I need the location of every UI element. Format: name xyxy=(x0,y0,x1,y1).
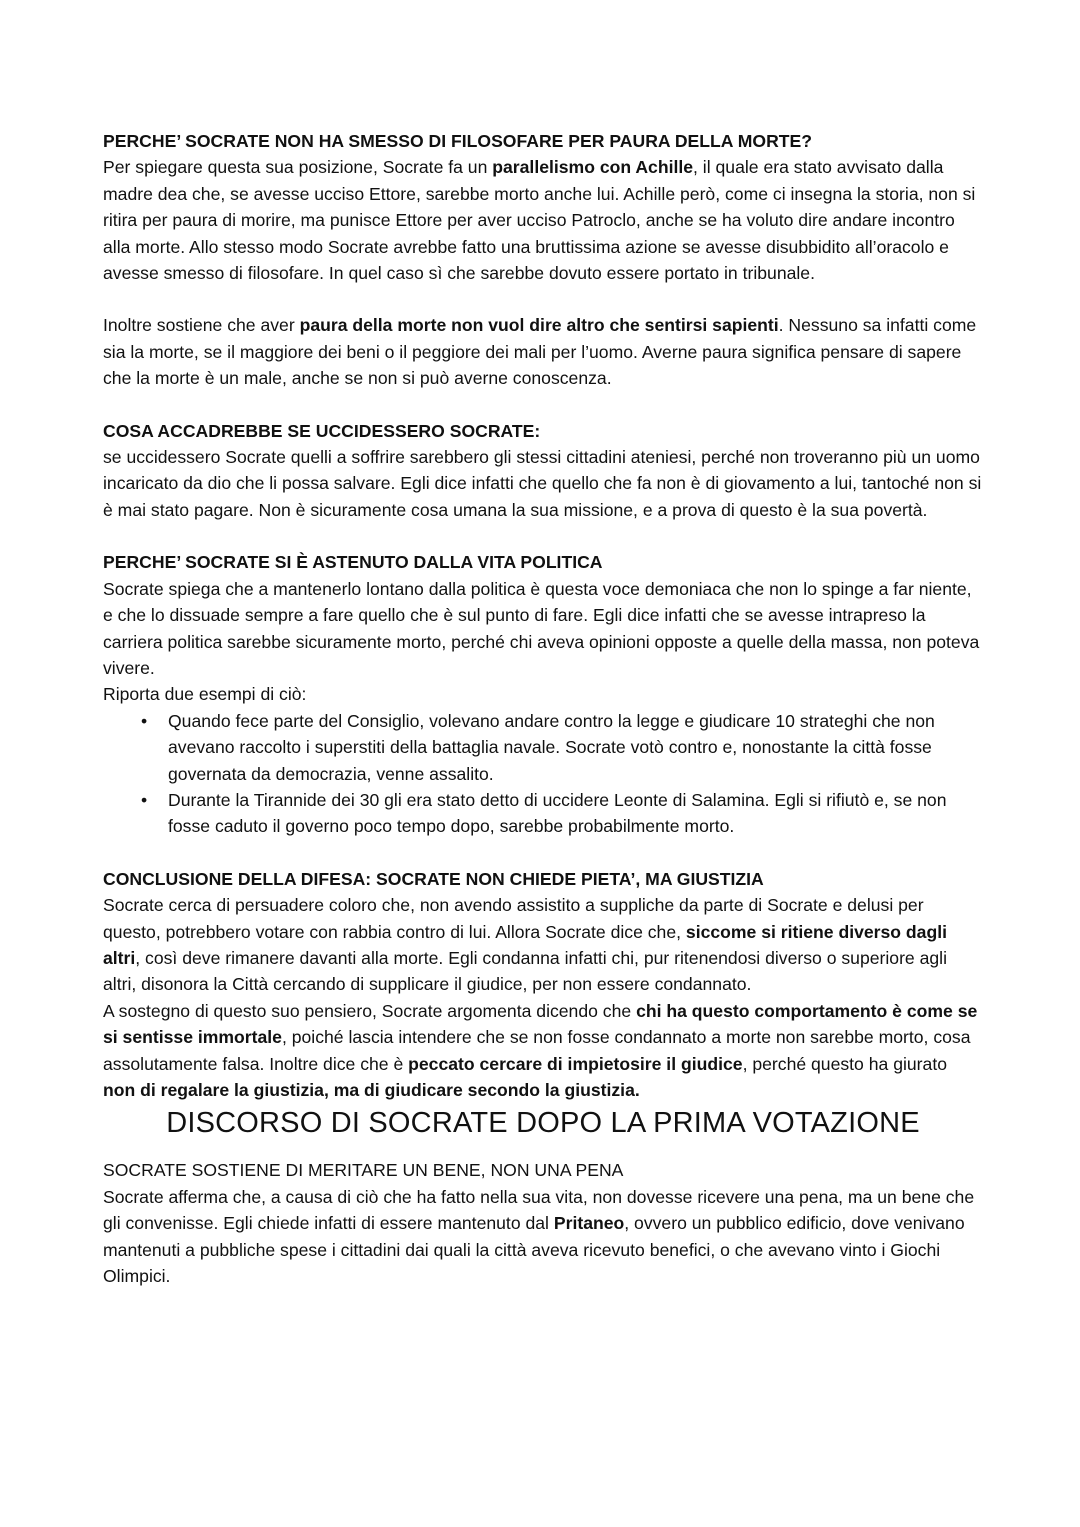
paragraph-conclusione-1: Socrate cerca di persuadere coloro che, non avendo assistito a suppliche da parte di Socrate e delusi per questo, potrebbero votare con rabbia contro di lui. Allora Socrate dice che, siccome si ritiene diverso dagli altri, così deve rimanere davanti alla morte. Egli condanna infatti chi, pur ritenendosi diverso o superiore agli altri, disonora la Città cercando di supplicare il giudice, per non essere condannato. xyxy=(103,895,947,995)
paragraph-uccidessero: se uccidessero Socrate quelli a soffrire sarebbero gli stessi cittadini ateniesi, perché non troveranno più un uomo incaricato da dio che li possa salvare. Egli dice infatti che quello che fa non è di giovamento a lui, tantoché non si è mai stato pagare. Non è sicuramente cosa umana la sua missione, e a prova di questo è la sua povertà. xyxy=(103,447,982,520)
list-item: • Quando fece parte del Consiglio, volevano andare contro la legge e giudicare 10 strateghi che non avevano raccolto i superstiti della battaglia navale. Socrate votò contro e, nonostante la città fosse governata da democrazia, venne assalito. xyxy=(103,708,983,787)
bullet-icon: • xyxy=(141,710,148,731)
chapter-title: DISCORSO DI SOCRATE DOPO LA PRIMA VOTAZIONE xyxy=(166,1107,920,1140)
list-item: • Durante la Tirannide dei 30 gli era stato detto di uccidere Leonte di Salamina. Egli si rifiutò e, se non fosse caduto il governo poco tempo dopo, sarebbe probabilmente morto. xyxy=(103,787,983,840)
section-heading-conclusione: CONCLUSIONE DELLA DIFESA: SOCRATE NON CHIEDE PIETA’, MA GIUSTIZIA xyxy=(103,868,764,889)
section-heading-uccidessero: COSA ACCADREBBE SE UCCIDESSERO SOCRATE: xyxy=(103,420,541,441)
bullet-icon: • xyxy=(141,789,148,810)
examples-list xyxy=(103,708,983,840)
paragraph-bene: Socrate afferma che, a causa di ciò che ha fatto nella sua vita, non dovesse ricevere una pena, ma un bene che gli convenisse. Egli chiede infatti di essere mantenuto dal Pritaneo, ovvero un pubblico edificio, dove venivano mantenuti a pubbliche spese i cittadini dai quali la città aveva ricevuto benefici, o che avevano vinto i Giochi Olimpici. xyxy=(103,1186,975,1287)
paragraph-politica: Socrate spiega che a mantenerlo lontano dalla politica è questa voce demoniaca che non lo spinge a far niente, e che lo dissuade sempre a fare quello che è sul punto di fare. Egli dice infatti che se avesse intrapreso la carriera politica sarebbe sicuramente morto, perché chi aveva opinioni opposte a quelle della massa, non poteva vivere. xyxy=(103,578,980,678)
paragraph-conclusione-2: A sostegno di questo suo pensiero, Socrate argomenta dicendo che chi ha questo comportamento è come se si sentisse immortale, poiché lascia intendere che se non fosse condannato a morte non sarebbe morto, cosa assolutamente falsa. Inoltre dice che è peccato cercare di impietosire il giudice, perché questo ha giurato non di regalare la giustizia, ma di giudicare secondo la giustizia. xyxy=(103,1000,978,1100)
section-heading-achille: PERCHE’ SOCRATE NON HA SMESSO DI FILOSOFARE PER PAURA DELLA MORTE? xyxy=(103,131,813,151)
paragraph-achille-1: Per spiegare questa sua posizione, Socrate fa un parallelismo con Achille, il quale era stato avvisato dalla madre dea che, se avesse ucciso Ettore, sarebbe morto anche lui. Achille però, come ci insegna la storia, non si ritira per paura di morire, ma punisce Ettore per aver ucciso Patroclo, anche se ha voluto dire andare incontro alla morte. Allo stesso modo Socrate avrebbe fatto una bruttissima azione se avesse disubbidito all’oracolo e avesse smesso di filosofare. In quel caso sì che sarebbe dovuto essere portato in tribunale. xyxy=(103,157,976,284)
paragraph-achille-2: Inoltre sostiene che aver paura della morte non vuol dire altro che sentirsi sapienti. Nessuno sa infatti come sia la morte, se il maggiore dei beni o il peggiore dei mali per l’uomo. Averne paura significa pensare di sapere che la morte è un male, anche se non si può averne conoscenza. xyxy=(103,315,977,389)
section-heading-bene: SOCRATE SOSTIENE DI MERITARE UN BENE, NON UNA PENA xyxy=(103,1160,624,1181)
examples-intro: Riporta due esempi di ciò: xyxy=(103,684,307,705)
section-heading-politica: PERCHE’ SOCRATE SI È ASTENUTO DALLA VITA POLITICA xyxy=(103,552,603,573)
document-page xyxy=(103,128,983,1289)
